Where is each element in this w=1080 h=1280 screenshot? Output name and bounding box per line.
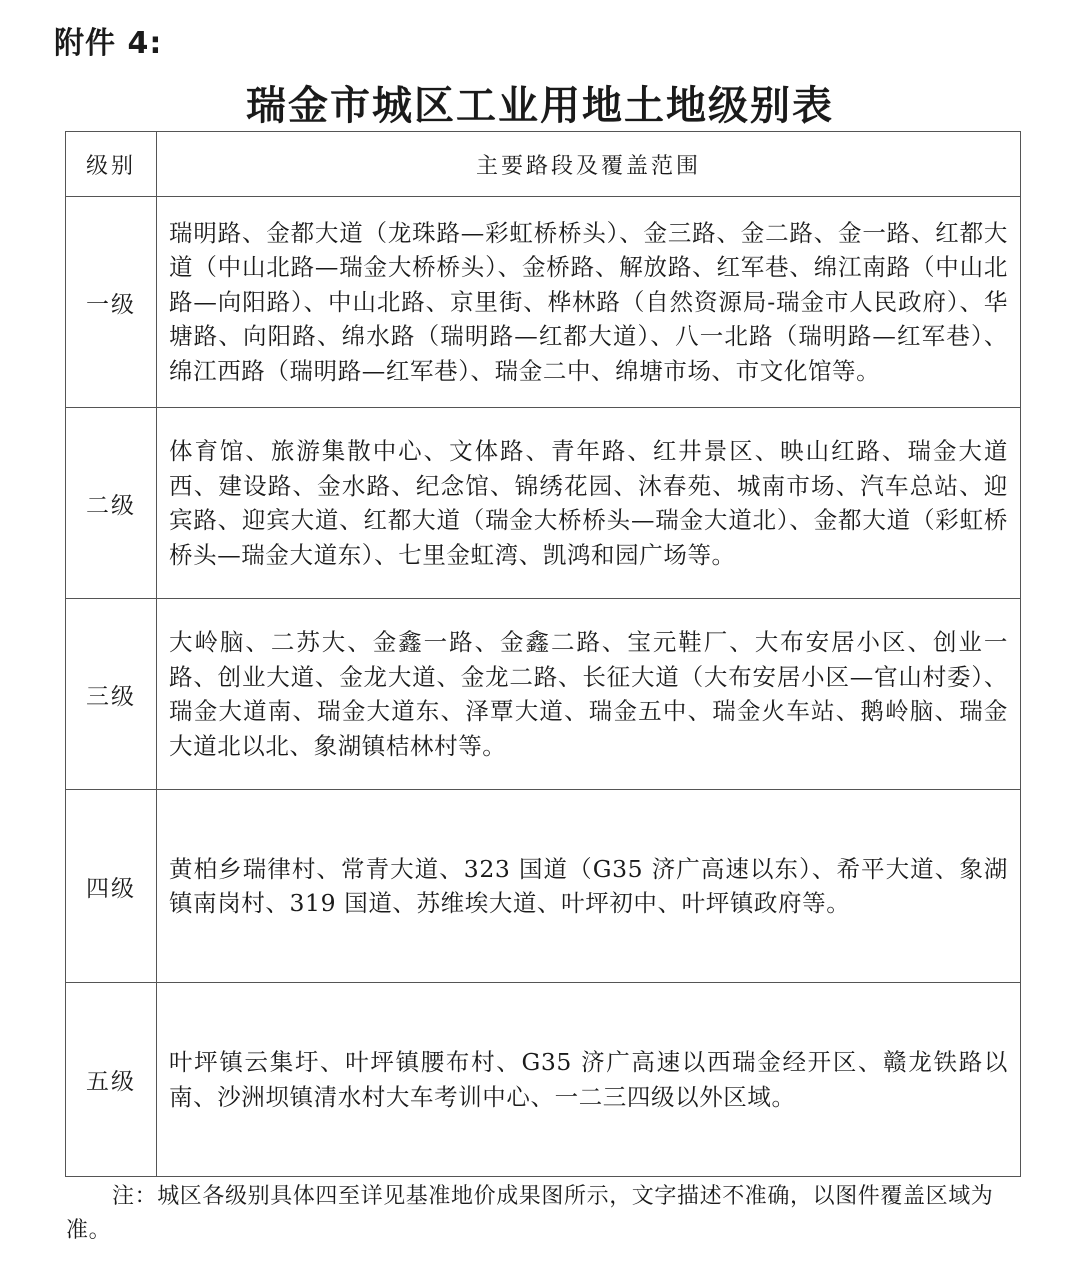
table-header-row [66,132,1021,197]
table-row [66,599,1021,790]
header-level: 级别 [66,132,157,197]
level-cell: 五级 [66,983,157,1177]
attachment-label: 附件 4: [54,26,163,61]
range-cell: 体育馆、旅游集散中心、文体路、青年路、红井景区、映山红路、瑞金大道西、建设路、金水路、纪念馆、锦绣花园、沐春苑、城南市场、汽车总站、迎宾路、迎宾大道、红都大道（瑞金大桥桥头—瑞金大道北）、金都大道（彩虹桥桥头—瑞金大道东）、七里金虹湾、凯鸿和园广场等。 [157,408,1021,599]
level-cell: 一级 [66,197,157,408]
table-row [66,197,1021,408]
range-cell: 大岭脑、二苏大、金鑫一路、金鑫二路、宝元鞋厂、大布安居小区、创业一路、创业大道、金龙大道、金龙二路、长征大道（大布安居小区—官山村委）、瑞金大道南、瑞金大道东、泽覃大道、瑞金五中、瑞金火车站、鹅岭脑、瑞金大道北以北、象湖镇桔林村等。 [157,599,1021,790]
level-cell: 四级 [66,790,157,983]
level-cell: 二级 [66,408,157,599]
range-cell: 黄柏乡瑞律村、常青大道、323 国道（G35 济广高速以东）、希平大道、象湖镇南岗村、319 国道、苏维埃大道、叶坪初中、叶坪镇政府等。 [157,790,1021,983]
range-cell: 瑞明路、金都大道（龙珠路—彩虹桥桥头）、金三路、金二路、金一路、红都大道（中山北路—瑞金大桥桥头）、金桥路、解放路、红军巷、绵江南路（中山北路—向阳路）、中山北路、京里街、桦林路（自然资源局-瑞金市人民政府）、华塘路、向阳路、绵水路（瑞明路—红都大道）、八一北路（瑞明路—红军巷）、绵江西路（瑞明路—红军巷）、瑞金二中、绵塘市场、市文化馆等。 [157,197,1021,408]
range-cell: 叶坪镇云集圩、叶坪镇腰布村、G35 济广高速以西瑞金经开区、赣龙铁路以南、沙洲坝镇清水村大车考训中心、一二三四级以外区域。 [157,983,1021,1177]
table-row [66,408,1021,599]
table-row [66,983,1021,1177]
level-cell: 三级 [66,599,157,790]
land-level-table [65,131,1021,1177]
document-title: 瑞金市城区工业用地土地级别表 [246,83,834,129]
table-footnote: 注：城区各级别具体四至详见基准地价成果图所示，文字描述不准确，以图件覆盖区域为准。 [66,1184,994,1243]
table-row [66,790,1021,983]
header-range: 主要路段及覆盖范围 [157,132,1021,197]
